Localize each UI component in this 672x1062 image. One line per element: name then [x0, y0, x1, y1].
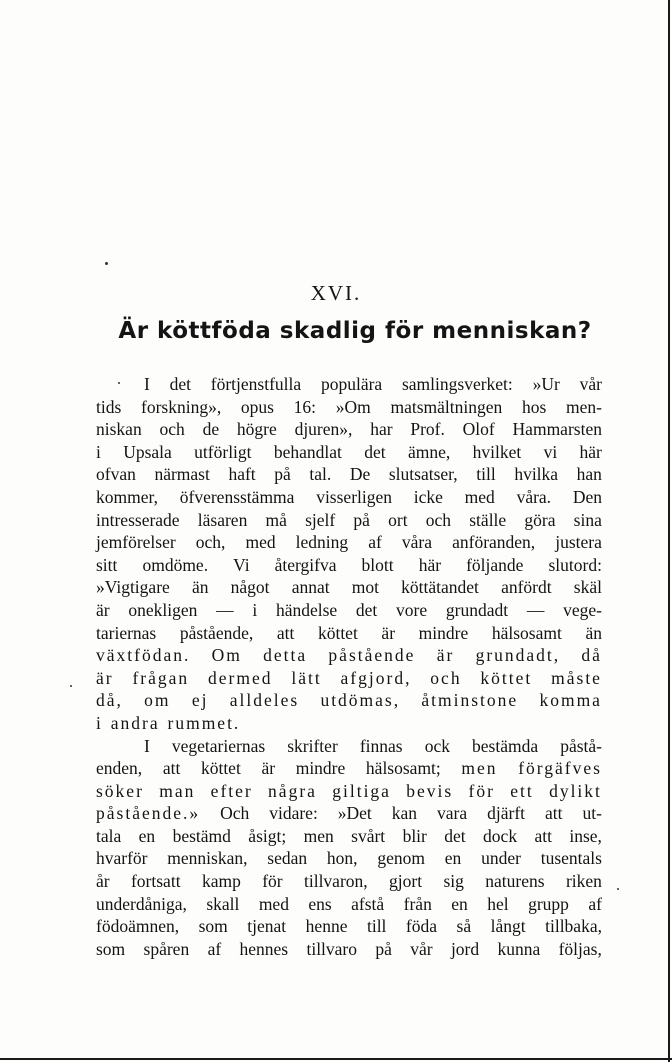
word: under — [481, 848, 521, 869]
word: skäl — [573, 577, 602, 598]
word: göra — [524, 509, 556, 530]
word: vår — [410, 938, 433, 959]
word: må — [265, 509, 287, 530]
word: skrifter — [287, 735, 338, 756]
word: med — [258, 893, 289, 914]
word: högre — [236, 419, 277, 440]
word: anfördt — [501, 577, 552, 598]
word: afstå — [351, 893, 385, 914]
word: Vi — [233, 554, 250, 575]
word: det — [364, 441, 386, 462]
word: och — [425, 509, 452, 530]
word: läsaren — [197, 509, 248, 530]
word: utförligt — [194, 441, 252, 462]
word: tala — [96, 825, 122, 846]
word: år — [96, 871, 110, 892]
word: anföranden, — [452, 532, 536, 553]
text-line — [96, 644, 602, 667]
word: 16: — [293, 396, 317, 417]
word: sig — [443, 871, 464, 892]
body-text — [96, 373, 602, 960]
word: våra. — [516, 486, 552, 507]
word: påstående.» — [96, 803, 201, 824]
word: vore — [396, 599, 428, 620]
word: med — [245, 532, 276, 553]
text-line — [96, 870, 602, 893]
word: hvarför — [96, 848, 148, 869]
word: på — [274, 464, 291, 485]
word: opus — [240, 396, 274, 417]
word: skall — [206, 893, 240, 914]
word: detta — [263, 645, 308, 666]
word: köttet — [317, 622, 358, 643]
word: än — [191, 577, 209, 598]
word: ej — [191, 690, 209, 711]
word: lätt — [291, 667, 322, 688]
word: några — [268, 780, 317, 801]
text-line — [96, 554, 602, 577]
word: giltiga — [332, 780, 391, 801]
word: tusentals — [540, 848, 602, 869]
text-line — [96, 463, 602, 486]
word: alldeles — [229, 690, 300, 711]
word: sjelf — [305, 509, 336, 530]
word: kunna — [497, 938, 541, 959]
word: rummet. — [167, 712, 241, 733]
word: föda — [405, 916, 438, 937]
word: ens — [308, 893, 332, 914]
word: visserligen — [316, 486, 393, 507]
word: kan — [391, 803, 418, 824]
word: finnas — [359, 735, 403, 756]
word: — — [526, 599, 545, 620]
word: omdöme. — [142, 554, 209, 575]
word: tids — [96, 396, 122, 417]
word: ledning — [295, 532, 349, 553]
word: att — [534, 825, 552, 846]
word: köttet — [480, 667, 533, 688]
word: men — [303, 825, 334, 846]
word: måste — [551, 667, 602, 688]
word: matsmältningen — [390, 396, 503, 417]
text-line — [96, 418, 602, 441]
word: något — [230, 577, 270, 598]
word: grundadt, — [475, 645, 561, 666]
word: inse, — [569, 825, 602, 846]
word: på — [353, 509, 370, 530]
word: annat — [291, 577, 330, 598]
word: Den — [572, 486, 602, 507]
word: grupp — [528, 893, 569, 914]
word: man — [159, 780, 196, 801]
word: icke — [413, 486, 443, 507]
word: af — [588, 893, 602, 914]
word: än — [585, 622, 602, 643]
word: att — [276, 622, 295, 643]
text-line — [96, 780, 602, 803]
ink-speck — [617, 888, 619, 890]
word: återgifva — [274, 554, 337, 575]
text-line — [96, 802, 602, 825]
word: men — [461, 758, 498, 779]
word: som — [96, 938, 126, 959]
word: Olof — [462, 419, 495, 440]
word: tillbaka, — [545, 916, 602, 937]
word: forskning», — [141, 396, 222, 417]
word: »Vigtigare — [96, 577, 170, 598]
word: växtfödan. — [96, 645, 191, 666]
text-line — [96, 938, 602, 961]
word: sedan — [267, 848, 308, 869]
text-line — [96, 757, 602, 780]
word: påstående — [328, 645, 416, 666]
word: här — [418, 554, 442, 575]
text-line — [96, 486, 602, 509]
word: en — [451, 893, 468, 914]
word: bestämd — [172, 825, 231, 846]
word: naturens — [485, 871, 545, 892]
text-line — [96, 622, 602, 645]
word: men- — [565, 396, 602, 417]
word: vara — [437, 803, 468, 824]
word: följande — [466, 554, 524, 575]
word: mot — [351, 577, 379, 598]
word: Prof. — [410, 419, 445, 440]
word: det — [169, 374, 191, 394]
word: sitt — [96, 554, 118, 575]
word: i — [252, 599, 258, 620]
word: om — [144, 690, 171, 711]
word: och — [159, 419, 185, 440]
word: utdömas, — [320, 690, 401, 711]
word: här — [579, 441, 602, 462]
word: Och — [220, 803, 250, 824]
word: I — [144, 374, 150, 394]
word: ut- — [582, 803, 602, 824]
word: grundadt — [445, 599, 509, 620]
word: det — [444, 825, 466, 846]
word: hel — [487, 893, 509, 914]
word: som — [198, 916, 228, 937]
word: söker — [96, 780, 144, 801]
word: hälsosamt; — [365, 758, 441, 779]
page-edge-right — [668, 0, 670, 1062]
word: ort — [388, 509, 408, 530]
word: samlingsverket: — [401, 374, 513, 394]
word: mindre — [295, 758, 346, 779]
word: våra — [401, 532, 433, 553]
word: köttet — [200, 758, 241, 779]
word: behandlat — [273, 441, 342, 462]
word: tal. — [309, 464, 332, 485]
text-line — [96, 576, 602, 599]
word: efter — [210, 780, 253, 801]
word: komma — [539, 690, 602, 711]
text-line — [96, 509, 602, 532]
word: gjort — [389, 871, 423, 892]
word: ämne, — [407, 441, 451, 462]
word: tillvaron, — [303, 871, 368, 892]
word: onekligen — [128, 599, 198, 620]
word: slutord: — [548, 554, 602, 575]
word: ett — [510, 780, 534, 801]
text-line — [96, 373, 602, 396]
word: menniskan, — [167, 848, 248, 869]
word: till — [476, 464, 496, 485]
word: är — [261, 758, 276, 779]
word: vidare: — [269, 803, 318, 824]
word: De — [349, 464, 371, 485]
word: hon, — [326, 848, 358, 869]
word: då, — [96, 690, 123, 711]
text-line — [96, 893, 602, 916]
word: händelse — [275, 599, 338, 620]
word: kamp — [201, 871, 241, 892]
text-line — [96, 847, 602, 870]
word: af — [368, 532, 382, 553]
word: ock — [424, 735, 450, 756]
text-line — [96, 599, 602, 622]
word: en — [138, 825, 156, 846]
word: hennes — [239, 938, 289, 959]
chapter-title: Är köttföda skadlig för menniskan? — [118, 318, 592, 344]
word: niskan — [96, 419, 142, 440]
text-line — [96, 825, 602, 848]
word: det — [355, 599, 378, 620]
word: svårt — [351, 825, 386, 846]
word: andra — [110, 712, 160, 733]
word: af — [207, 938, 222, 959]
word: hvilka — [514, 464, 559, 485]
word: Hammarsten — [512, 419, 602, 440]
word: är — [436, 645, 455, 666]
word: blott — [361, 554, 394, 575]
word: påstå- — [560, 735, 602, 756]
word: genom — [377, 848, 425, 869]
word: vår — [579, 374, 602, 394]
word: sina — [573, 509, 602, 530]
word: »Om — [335, 396, 371, 417]
word: mindre — [418, 622, 469, 643]
word: jemförelser — [96, 532, 176, 553]
word: förtjenstfulla — [210, 374, 302, 394]
word: riken — [565, 871, 602, 892]
text-line — [96, 531, 602, 554]
page-edge-bottom — [0, 1058, 672, 1060]
word: blir — [402, 825, 427, 846]
word: födoämnen, — [96, 916, 180, 937]
ink-speck — [70, 685, 72, 687]
word: då — [581, 645, 602, 666]
word: i — [96, 441, 101, 462]
word: dermed — [208, 667, 273, 688]
word: frågan — [132, 667, 190, 688]
word: närmast — [154, 464, 210, 485]
word: öfverensstämma — [179, 486, 295, 507]
word: jord — [450, 938, 480, 959]
word: hvilket — [472, 441, 522, 462]
word: och — [430, 667, 462, 688]
word: tariernas — [96, 622, 157, 643]
word: långt — [490, 916, 526, 937]
word: »Det — [337, 803, 372, 824]
word: tjenat — [247, 916, 287, 937]
word: haft — [228, 464, 256, 485]
text-line — [96, 689, 602, 712]
word: kommer, — [96, 486, 158, 507]
word: en — [444, 848, 462, 869]
word: med — [464, 486, 495, 507]
word: åtminstone — [421, 690, 519, 711]
word: påstående, — [179, 622, 254, 643]
word: och, — [195, 532, 226, 553]
word: dylikt — [549, 780, 602, 801]
word: bestämda — [472, 735, 539, 756]
word: till — [366, 916, 387, 937]
word: köttätandet — [401, 577, 479, 598]
text-line — [96, 735, 602, 758]
text-line — [96, 396, 602, 419]
word: fortsatt — [130, 871, 181, 892]
word: slutsatser, — [388, 464, 458, 485]
word: justera — [555, 532, 602, 553]
chapter-number: XVI. — [310, 281, 362, 305]
text-line — [96, 712, 602, 735]
word: har — [370, 419, 393, 440]
word: för — [468, 780, 495, 801]
word: i — [96, 712, 103, 733]
word: Upsala — [123, 441, 172, 462]
text-line — [96, 441, 602, 464]
word: djärft — [487, 803, 526, 824]
word: dock — [483, 825, 518, 846]
word: är — [96, 667, 114, 688]
word: att — [162, 758, 181, 779]
word: Om — [211, 645, 242, 666]
word: på — [375, 938, 392, 959]
word: att — [545, 803, 563, 824]
word: vi — [543, 441, 558, 462]
word: är — [96, 599, 110, 620]
word: »Ur — [532, 374, 560, 394]
word: tillvaro — [306, 938, 358, 959]
word: hos — [521, 396, 547, 417]
word: henne — [305, 916, 348, 937]
word: så — [456, 916, 472, 937]
word: populära — [320, 374, 383, 394]
word: hälsosamt — [491, 622, 562, 643]
word: förgäfves — [518, 758, 602, 779]
word: I — [144, 735, 150, 756]
word: vegetariernas — [171, 735, 266, 756]
text-line — [96, 667, 602, 690]
word: vege- — [563, 599, 602, 620]
text-line — [96, 915, 602, 938]
word: — — [216, 599, 234, 620]
word: bevis — [406, 780, 454, 801]
word: enden, — [96, 758, 143, 779]
word: ställe — [469, 509, 507, 530]
word: djuren», — [294, 419, 353, 440]
word: för — [262, 871, 283, 892]
ink-speck — [105, 262, 108, 265]
word: de — [202, 419, 220, 440]
word: spåren — [143, 938, 190, 959]
word: intresserade — [96, 509, 180, 530]
word: underdåniga, — [96, 893, 187, 914]
word: åsigt; — [248, 825, 287, 846]
word: är — [381, 622, 396, 643]
word: följas, — [558, 938, 602, 959]
word: han — [576, 464, 602, 485]
word: ofvan — [96, 464, 136, 485]
word: afgjord, — [340, 667, 412, 688]
word: från — [403, 893, 432, 914]
